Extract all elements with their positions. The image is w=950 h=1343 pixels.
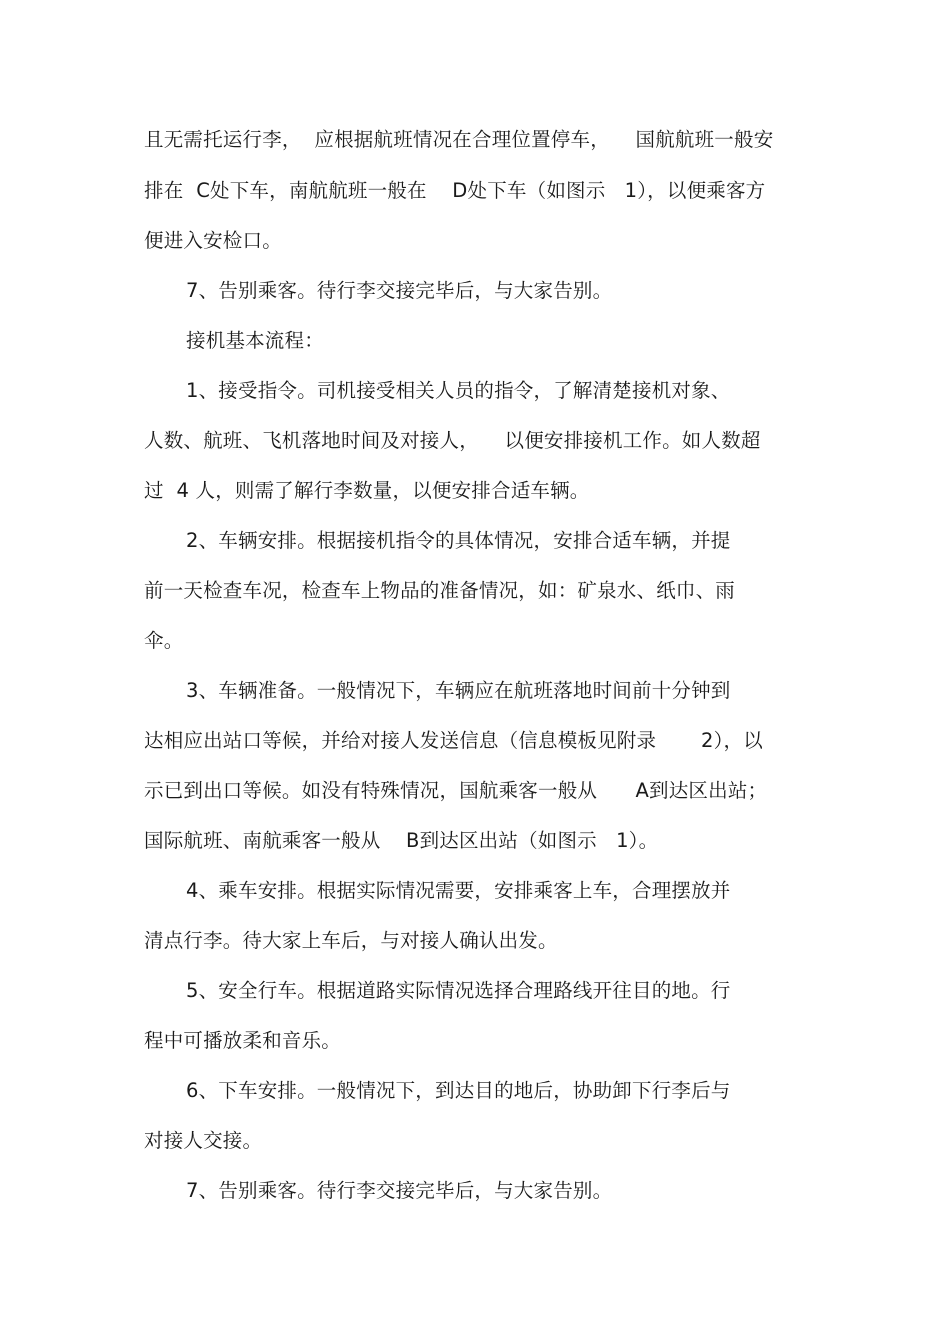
text-line: 前一天检查车况，检查车上物品的准备情况，如：矿泉水、纸巾、雨 — [144, 579, 736, 602]
section-heading: 接机基本流程： — [186, 329, 324, 352]
text-line: 伞。 — [144, 629, 184, 652]
text-line: 程中可播放柔和音乐。 — [144, 1029, 342, 1052]
text-line: 示已到出口等候。如没有特殊情况，国航乘客一般从 A到达区出站； — [144, 779, 768, 802]
text-line: 2、车辆安排。根据接机指令的具体情况，安排合适车辆，并提 — [186, 529, 731, 552]
text-line: 5、安全行车。根据道路实际情况选择合理路线开往目的地。行 — [186, 979, 731, 1002]
text-line: 国际航班、南航乘客一般从 B到达区出站（如图示 1）。 — [144, 829, 659, 852]
text-line: 1、接受指令。司机接受相关人员的指令，了解清楚接机对象、 — [186, 379, 731, 402]
text-line: 人数、航班、飞机落地时间及对接人， 以便安排接机工作。如人数超 — [144, 429, 761, 452]
text-line: 3、车辆准备。一般情况下，车辆应在航班落地时间前十分钟到 — [186, 679, 731, 702]
text-line: 排在 C处下车，南航航班一般在 D处下车（如图示 1），以便乘客方 — [144, 179, 766, 202]
text-line: 7、告别乘客。待行李交接完毕后，与大家告别。 — [186, 1179, 613, 1202]
text-line: 对接人交接。 — [144, 1129, 263, 1152]
text-line: 达相应出站口等候，并给对接人发送信息（信息模板见附录 2），以 — [144, 729, 763, 752]
text-line: 且无需托运行李， 应根据航班情况在合理位置停车， 国航航班一般安 — [144, 128, 774, 151]
text-line: 清点行李。待大家上车后，与对接人确认出发。 — [144, 929, 558, 952]
text-line: 6、下车安排。一般情况下，到达目的地后，协助卸下行李后与 — [186, 1079, 731, 1102]
text-line: 便进入安检口。 — [144, 229, 282, 252]
text-line: 7、告别乘客。待行李交接完毕后，与大家告别。 — [186, 279, 613, 302]
text-line: 4、乘车安排。根据实际情况需要，安排乘客上车，合理摆放并 — [186, 879, 731, 902]
text-line: 过 4 人，则需了解行李数量，以便安排合适车辆。 — [144, 479, 590, 502]
